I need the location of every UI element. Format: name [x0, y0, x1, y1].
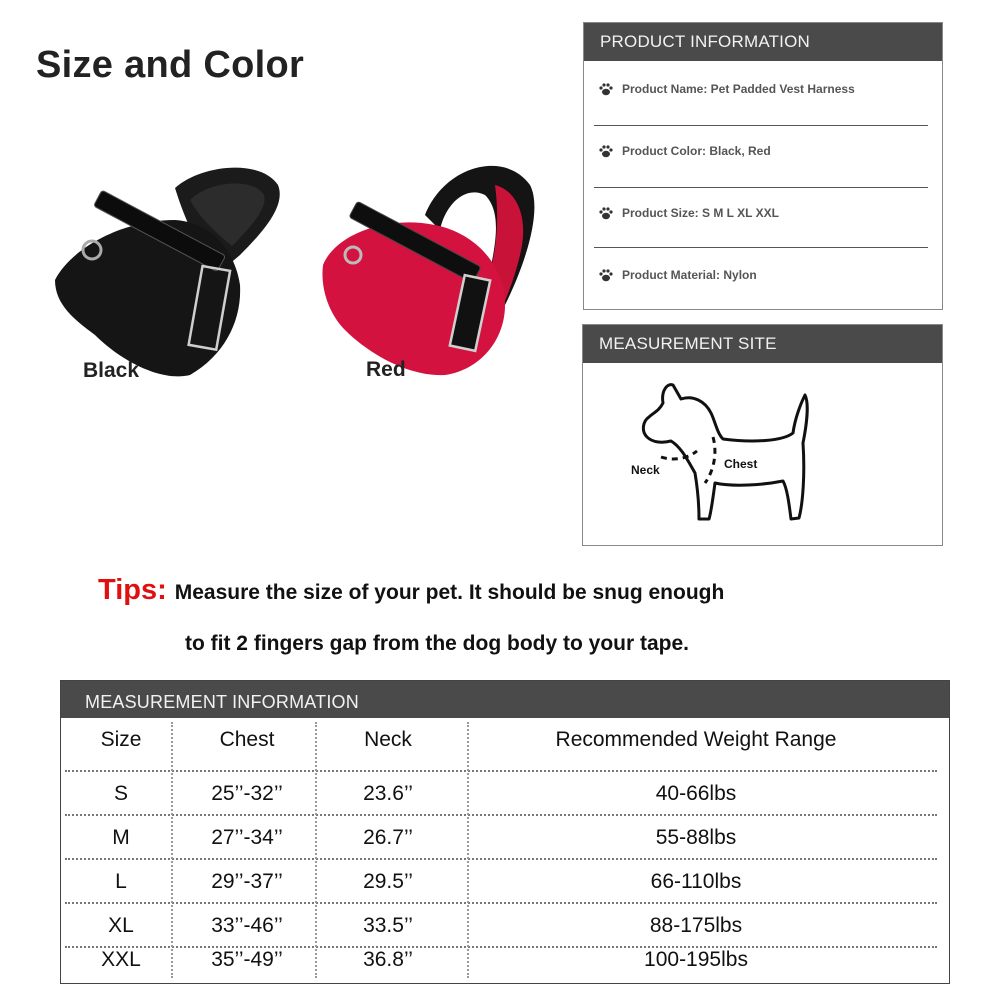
measurement-information-header: MEASUREMENT INFORMATION — [61, 681, 949, 718]
tips-text-1: Measure the size of your pet. It should be snug enough — [174, 581, 725, 604]
page-title: Size and Color — [36, 44, 305, 86]
column-header-size: Size — [100, 728, 142, 751]
weight-cell: 40-66lbs — [655, 782, 737, 805]
column-header-weight: Recommended Weight Range — [555, 728, 837, 751]
paw-icon — [598, 82, 614, 96]
row-divider — [594, 247, 928, 248]
row-divider — [594, 125, 928, 126]
product-size-text: Product Size: S M L XL XXL — [622, 206, 779, 220]
size-cell: XXL — [101, 948, 141, 971]
size-cell: S — [113, 782, 128, 805]
table-row — [61, 772, 949, 816]
product-material-text: Product Material: Nylon — [622, 268, 757, 282]
column-header-neck: Neck — [364, 728, 412, 751]
measurement-site-header: MEASUREMENT SITE — [583, 325, 942, 363]
neck-label: Neck — [631, 463, 660, 477]
neck-cell: 36.8’’ — [363, 948, 413, 971]
size-cell: L — [115, 870, 127, 893]
paw-icon — [598, 144, 614, 158]
neck-cell: 26.7’’ — [363, 826, 413, 849]
product-color-text: Product Color: Black, Red — [622, 144, 771, 158]
product-name-text: Product Name: Pet Padded Vest Harness — [622, 82, 855, 96]
paw-icon — [598, 268, 614, 282]
table-header-row — [61, 718, 949, 762]
weight-cell: 100-195lbs — [644, 948, 748, 971]
chest-cell: 29’’-37’’ — [211, 870, 283, 893]
tips-line-1 — [98, 574, 724, 607]
weight-cell: 55-88lbs — [655, 826, 737, 849]
row-divider — [594, 187, 928, 188]
dog-outline-diagram — [623, 373, 823, 533]
weight-cell: 66-110lbs — [650, 870, 742, 893]
neck-cell: 29.5’’ — [363, 870, 413, 893]
product-material-row — [598, 255, 928, 295]
chest-cell: 25’’-32’’ — [211, 782, 283, 805]
table-row — [61, 860, 949, 904]
product-information-header: PRODUCT INFORMATION — [584, 23, 942, 61]
measurement-information-table — [60, 680, 950, 984]
neck-cell: 23.6’’ — [363, 782, 413, 805]
chest-cell: 35’’-49’’ — [211, 948, 283, 971]
column-divider — [315, 722, 317, 978]
size-cell: M — [112, 826, 130, 849]
weight-cell: 88-175lbs — [649, 914, 743, 937]
tips-label: Tips: — [98, 574, 167, 606]
column-divider — [171, 722, 173, 978]
column-divider — [467, 722, 469, 978]
product-information-panel — [583, 22, 943, 310]
column-header-chest: Chest — [219, 728, 275, 751]
red-color-label: Red — [366, 358, 406, 381]
table-row — [61, 816, 949, 860]
chest-label: Chest — [724, 457, 758, 471]
red-harness-image — [315, 155, 545, 385]
black-harness-image — [50, 160, 290, 385]
table-row — [61, 938, 949, 982]
measurement-site-panel — [582, 324, 943, 546]
neck-cell: 33.5’’ — [363, 914, 413, 937]
chest-cell: 33’’-46’’ — [211, 914, 283, 937]
product-size-row — [598, 193, 928, 233]
paw-icon — [598, 206, 614, 220]
size-cell: XL — [108, 914, 134, 937]
product-name-row — [598, 69, 928, 109]
tips-text-2: to fit 2 fingers gap from the dog body to your tape. — [185, 632, 689, 655]
black-color-label: Black — [83, 359, 140, 382]
product-color-row — [598, 131, 928, 171]
chest-cell: 27’’-34’’ — [211, 826, 283, 849]
